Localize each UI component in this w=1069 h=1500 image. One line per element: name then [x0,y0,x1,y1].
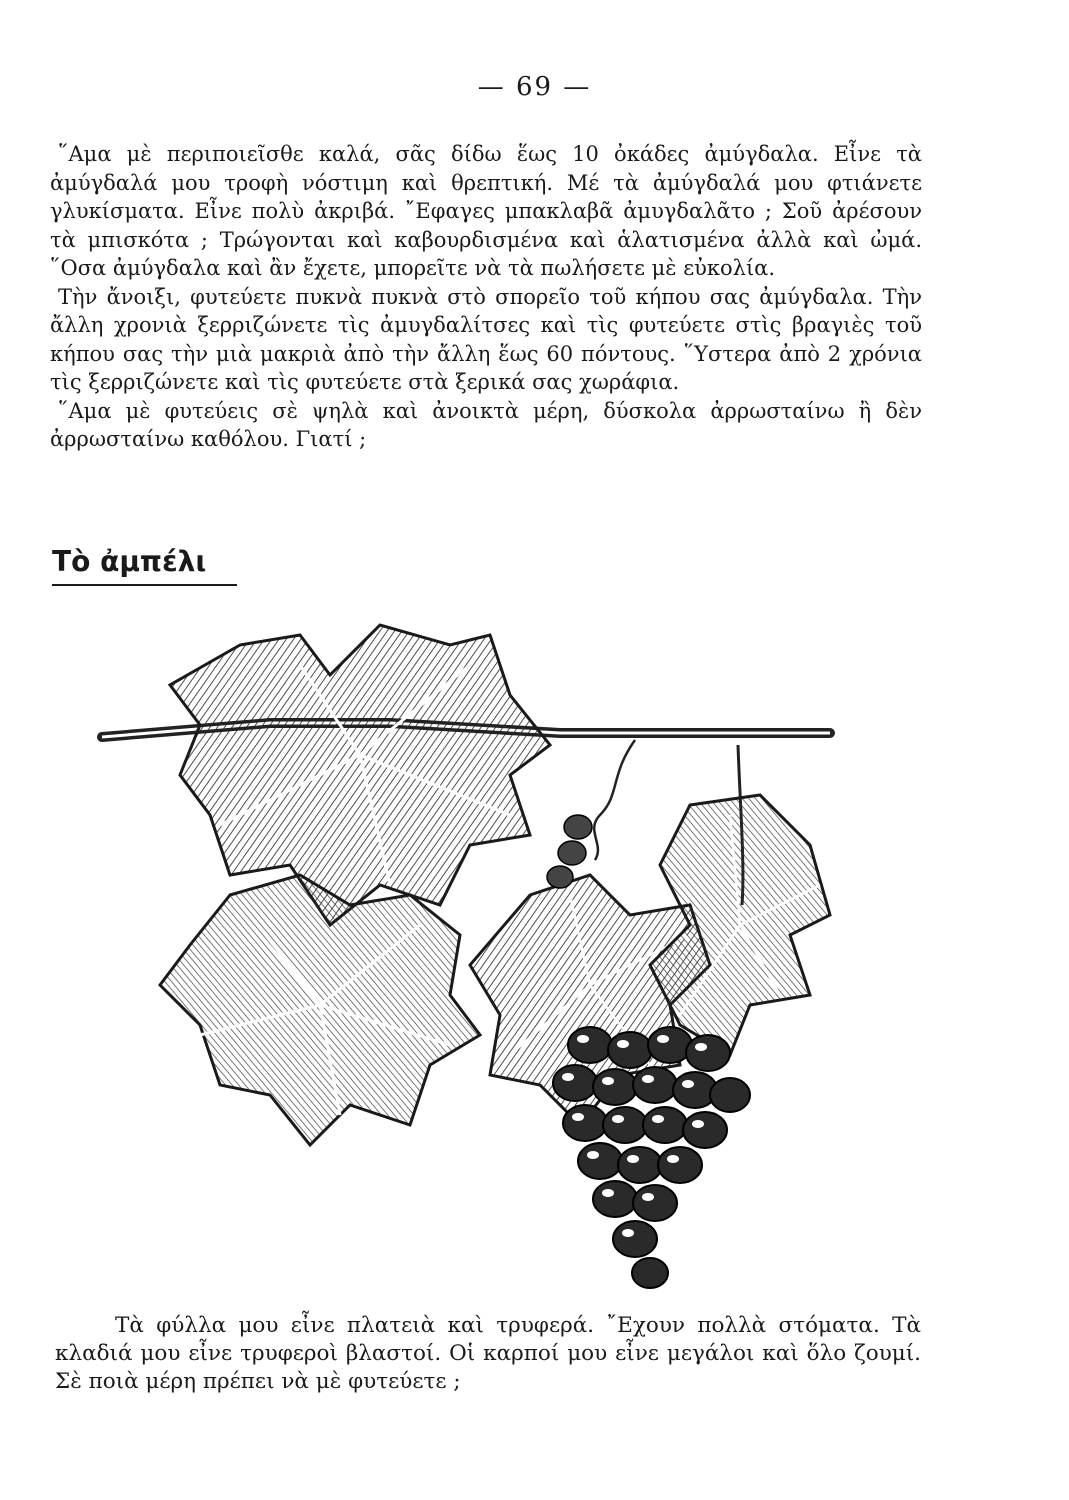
grapevine-illustration [90,605,850,1295]
paragraph-almond-planting: Τὴν ἄνοιξι, φυτεύετε πυκνὰ πυκνὰ στὸ σπορεῖο τοῦ κήπου σας ἀμύγδαλα. Τὴν ἄλλη χρονιὰ ξερριζώνετε τὶς ἀμυγδαλίτσες καὶ τὶς φυτεύετε στὶς βραγιὲς τοῦ κήπου σας τὴν μιὰ μακριὰ ἀπὸ τὴν ἄλλη ἕως 60 πόντους. ῞Υστερα ἀπὸ 2 χρόνια τὶς ξερριζώνετε καὶ τὶς φυτεύετε στὰ ξερικά σας χωράφια. [50,284,922,394]
intro-text [50,140,922,454]
closing-text [55,1312,921,1396]
section-heading: Τὸ ἀμπέλι [52,545,237,586]
paragraph-almond-uses: ῞Αμα μὲ περιποιεῖσθε καλά, σᾶς δίδω ἕως 10 ὀκάδες ἀμύγδαλα. Εἶνε τὰ ἀμύγδαλά μου τροφὴ νόστιμη καὶ θρεπτική. Μέ τὰ ἀμύγδαλά μου φτιάνετε γλυκίσματα. Εἶνε πολὺ ἀκριβά. ῎Εφαγες μπακλαβᾶ ἀμυγδαλᾶτο ; Σοῦ ἀρέσουν τὰ μπισκότα ; Τρώγονται καὶ καβουρδισμένα καὶ ἁλατισμένα ἀλλὰ καὶ ὠμά. ῞Οσα ἀμύγδαλα καὶ ἂν ἔχετε, μπορεῖτε νὰ τὰ πωλήσετε μὲ εὐκολία. [50,142,922,280]
paragraph-almond-location: ῞Αμα μὲ φυτεύεις σὲ ψηλὰ καὶ ἀνοικτὰ μέρη, δύσκολα ἀρρωσταίνω ἢ δὲν ἀρρωσταίνω καθόλου. Γιατί ; [50,398,922,451]
paragraph-vine-description: Τὰ φύλλα μου εἶνε πλατειὰ καὶ τρυφερά. ῎Εχουν πολλὰ στόματα. Τὰ κλαδιά μου εἶνε τρυφεροὶ βλαστοί. Οἱ καρποί μου εἶνε μεγάλοι καὶ ὅλο ζουμί. Σὲ ποιὰ μέρη πρέπει νὰ μὲ φυτεύετε ; [55,1313,921,1394]
vine-leaf [170,625,550,925]
page-number: — 69 — [477,72,592,102]
